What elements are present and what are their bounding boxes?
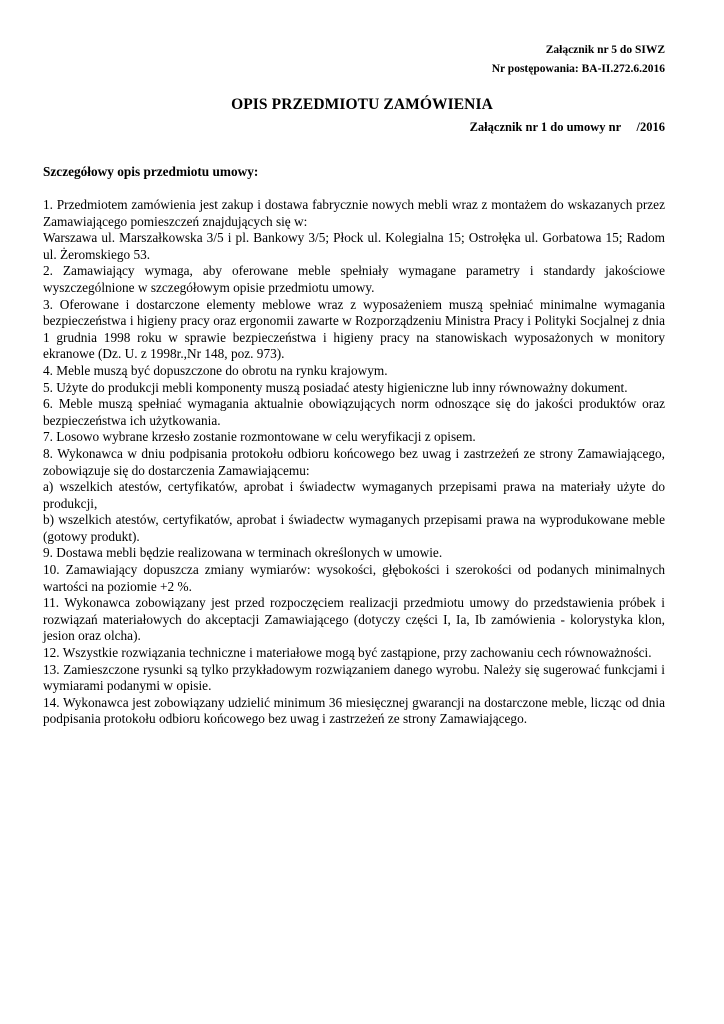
section-heading: Szczegółowy opis przedmiotu umowy: [43, 164, 259, 179]
paragraph-9: 9. Dostawa mebli będzie realizowana w terminach określonych w umowie. [43, 545, 443, 561]
paragraph-12: 12. Wszystkie rozwiązania techniczne i materiałowe mogą być zastąpione, przy zachowaniu cech równoważności. [43, 645, 652, 661]
procedure-number: Nr postępowania: BA-II.272.6.2016 [491, 63, 665, 75]
annex-number: Załącznik nr 5 do SIWZ [545, 44, 665, 56]
paragraph-1: 1. Przedmiotem zamówienia jest zakup i dostawa fabrycznie nowych mebli wraz z montażem do wskazanych przez Zamawiającego pomieszczeń znajdujących się w: [43, 197, 665, 229]
paragraph-10: 10. Zamawiający dopuszcza zmiany wymiarów: wysokości, głębokości i szerokości od podanych minimalnych wartości na poziomie +2 %. [43, 562, 665, 594]
paragraph-8: 8. Wykonawca w dniu podpisania protokołu odbioru końcowego bez uwag i zastrzeżeń ze strony Zamawiającego, zobowiązuje się do dostarczenia Zamawiającemu: [43, 445, 665, 478]
paragraph-1-locations: Warszawa ul. Marszałkowska 3/5 i pl. Bankowy 3/5; Płock ul. Kolegialna 15; Ostrołęka ul. Gorbatowa 15; Radom ul. Żeromskiego 53. [43, 230, 665, 262]
paragraph-5: 5. Użyte do produkcji mebli komponenty muszą posiadać atesty higieniczne lub inny równoważny dokument. [43, 379, 628, 395]
paragraph-8a: a) wszelkich atestów, certyfikatów, aprobat i świadectw wymaganych przepisami prawa na materiały użyte do produkcji, [43, 479, 665, 511]
document-title: OPIS PRZEDMIOTU ZAMÓWIENIA [231, 96, 493, 113]
paragraph-list [43, 197, 665, 728]
paragraph-4: 4. Meble muszą być dopuszczone do obrotu na rynku krajowym. [43, 362, 388, 378]
paragraph-13: 13. Zamieszczone rysunki są tylko przykładowym rozwiązaniem danego wyrobu. Należy się sugerować funkcjami i wymiarami podanymi w opisie. [43, 661, 665, 694]
contract-reference: Załącznik nr 1 do umowy nr /2016 [469, 120, 665, 134]
paragraph-14: 14. Wykonawca jest zobowiązany udzielić minimum 36 miesięcznej gwarancji na dostarczone meble, licząc od dnia podpisania protokołu odbioru końcowego bez uwag i zastrzeżeń ze strony Zamawiającego. [43, 694, 665, 727]
paragraph-6: 6. Meble muszą spełniać wymagania aktualnie obowiązujących norm odnoszące się do jakości produktów oraz bezpieczeństwa ich użytkowania. [43, 396, 665, 428]
paragraph-8b: b) wszelkich atestów, certyfikatów, aprobat i świadectw wymaganych przepisami prawa na wyprodukowane meble (gotowy produkt). [43, 512, 665, 544]
paragraph-7: 7. Losowo wybrane krzesło zostanie rozmontowane w celu weryfikacji z opisem. [43, 429, 476, 445]
paragraph-11: 11. Wykonawca zobowiązany jest przed rozpoczęciem realizacji przedmiotu umowy do przedstawienia próbek i rozwiązań materiałowych do akceptacji Zamawiającego (dotyczy części I, Ia, Ib zamówienia - kolorystyka klon, jesion oraz olcha). [43, 595, 665, 644]
paragraph-2: 2. Zamawiający wymaga, aby oferowane meble spełniały wymagane parametry i standardy jakościowe wyszczególnione w szczegółowym opisie przedmiotu umowy. [43, 263, 665, 295]
paragraph-3: 3. Oferowane i dostarczone elementy meblowe wraz z wyposażeniem muszą spełniać minimalne wymagania bezpieczeństwa i higieny pracy oraz ergonomii zawarte w Rozporządzeniu Ministra Pracy i Polityki Socjalnej z dnia 1 grudnia 1998 roku w sprawie bezpieczeństwa i higieny pracy na stanowiskach wyposażonych w monitory ekranowe (Dz. U. z 1998r.,Nr 148, poz. 973). [43, 296, 665, 362]
